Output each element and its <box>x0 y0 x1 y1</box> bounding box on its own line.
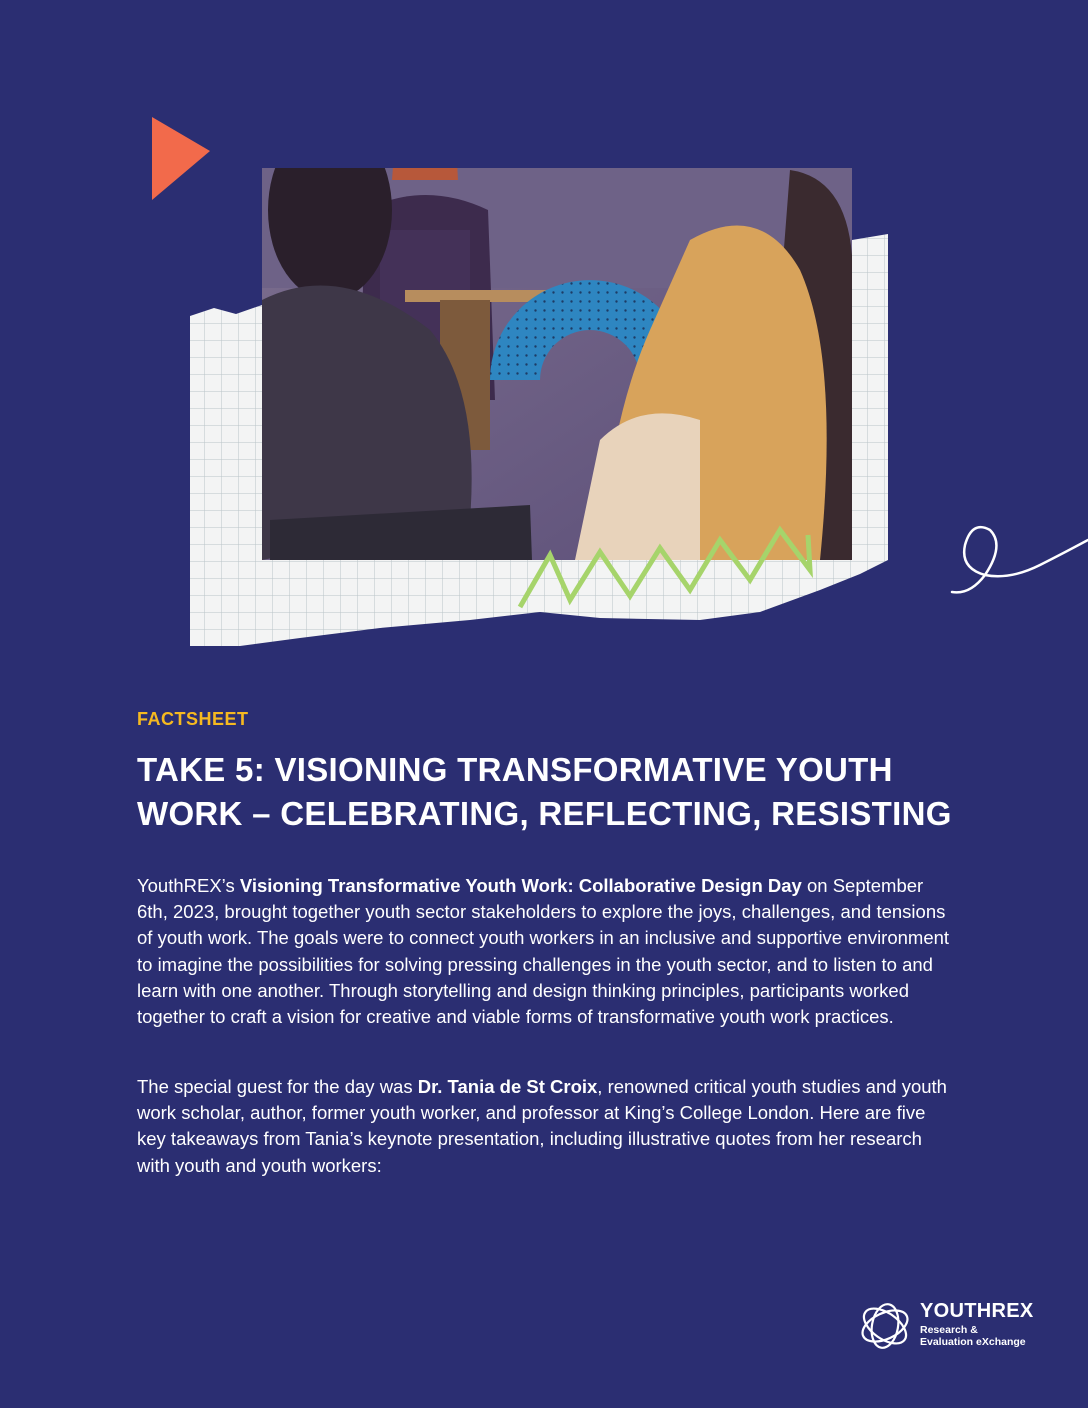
guest-name: Dr. Tania de St Croix <box>417 1076 598 1097</box>
guest-paragraph <box>137 1074 957 1179</box>
triangle-shape <box>152 117 210 200</box>
intro-paragraph <box>137 873 957 1030</box>
intro-rest: on September 6th, 2023, brought together youth sector stakeholders to explore the joys, challenges, and tensions of youth work. The goals were to connect youth workers in an inclusive and supportive environment to imagine the possibilities for solving pressing challenges in the youth sector, and to listen to and learn with one another. Through storytelling and design thinking principles, participants worked together to craft a vision for creative and viable forms of transformative youth work practices. <box>137 875 950 1028</box>
youthrex-logo-icon <box>858 1298 916 1354</box>
keynote-photo <box>262 108 853 560</box>
event-name: Visioning Transformative Youth Work: Collaborative Design Day <box>239 875 802 896</box>
page-title: TAKE 5: VISIONING TRANSFORMATIVE YOUTH WORK – CELEBRATING, REFLECTING, RESISTING <box>137 751 952 832</box>
squiggle-shape <box>952 527 1088 592</box>
youthrex-logo <box>858 1298 1048 1354</box>
guest-prefix: The special guest for the day was <box>137 1076 418 1097</box>
hero-collage <box>0 0 1088 660</box>
logo-subtitle-line2: Evaluation eXchange <box>920 1336 1026 1348</box>
intro-prefix: YouthREX’s <box>137 875 240 896</box>
collage-illustration <box>0 0 1088 660</box>
guest-rest: , renowned critical youth studies and youth work scholar, author, former youth worker, and professor at King’s College London. Here are five key takeaways from Tania’s keynote presentation, including illustrative quotes from her research with youth and youth workers: <box>137 1076 947 1176</box>
logo-name: YOUTHREX <box>920 1300 1034 1322</box>
document-type-label: FACTSHEET <box>137 709 249 729</box>
logo-subtitle <box>920 1324 1050 1348</box>
logo-subtitle-line1: Research & <box>920 1324 978 1336</box>
